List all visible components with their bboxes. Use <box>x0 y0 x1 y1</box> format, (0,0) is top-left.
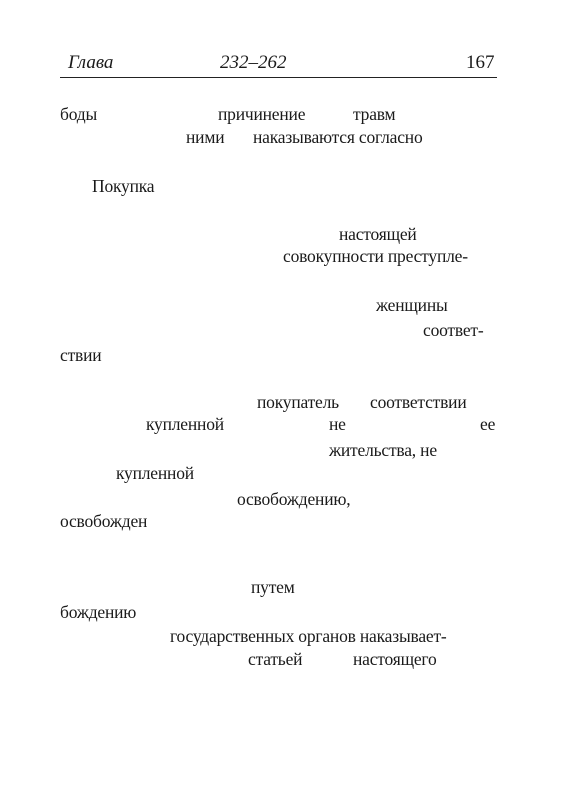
text-fragment: жительства, не <box>329 440 437 460</box>
text-fragment: ее <box>480 414 496 434</box>
text-fragment: травм <box>353 104 396 124</box>
running-head-chapter: Глава <box>68 52 114 73</box>
text-fragment: соответ- <box>423 320 484 340</box>
header-rule <box>60 77 497 78</box>
text-fragment: покупатель <box>257 392 339 412</box>
text-fragment: наказываются согласно <box>253 127 423 147</box>
text-fragment: статьей <box>248 649 303 669</box>
text-fragment: бождению <box>60 602 137 622</box>
text-fragment: государственных органов наказывает- <box>170 626 447 646</box>
page-number: 167 <box>466 52 495 73</box>
text-fragment: ствии <box>60 345 102 365</box>
text-fragment: ними <box>186 127 225 147</box>
text-fragment: купленной <box>146 414 224 434</box>
text-fragment: не <box>329 414 346 434</box>
text-fragment: женщины <box>376 295 448 315</box>
text-fragment: боды <box>60 104 98 124</box>
text-fragment: освобождению, <box>237 489 351 509</box>
text-fragment: причинение <box>218 104 306 124</box>
text-fragment: совокупности преступле- <box>283 246 468 266</box>
text-fragment: настоящего <box>353 649 437 669</box>
running-head-articles: 232–262 <box>220 52 287 73</box>
text-fragment: путем <box>251 577 295 597</box>
text-fragment: освобожден <box>60 511 148 531</box>
text-fragment: купленной <box>116 463 194 483</box>
text-fragment: настоящей <box>339 224 417 244</box>
text-fragment: Покупка <box>92 176 155 196</box>
text-fragment: соответствии <box>370 392 467 412</box>
